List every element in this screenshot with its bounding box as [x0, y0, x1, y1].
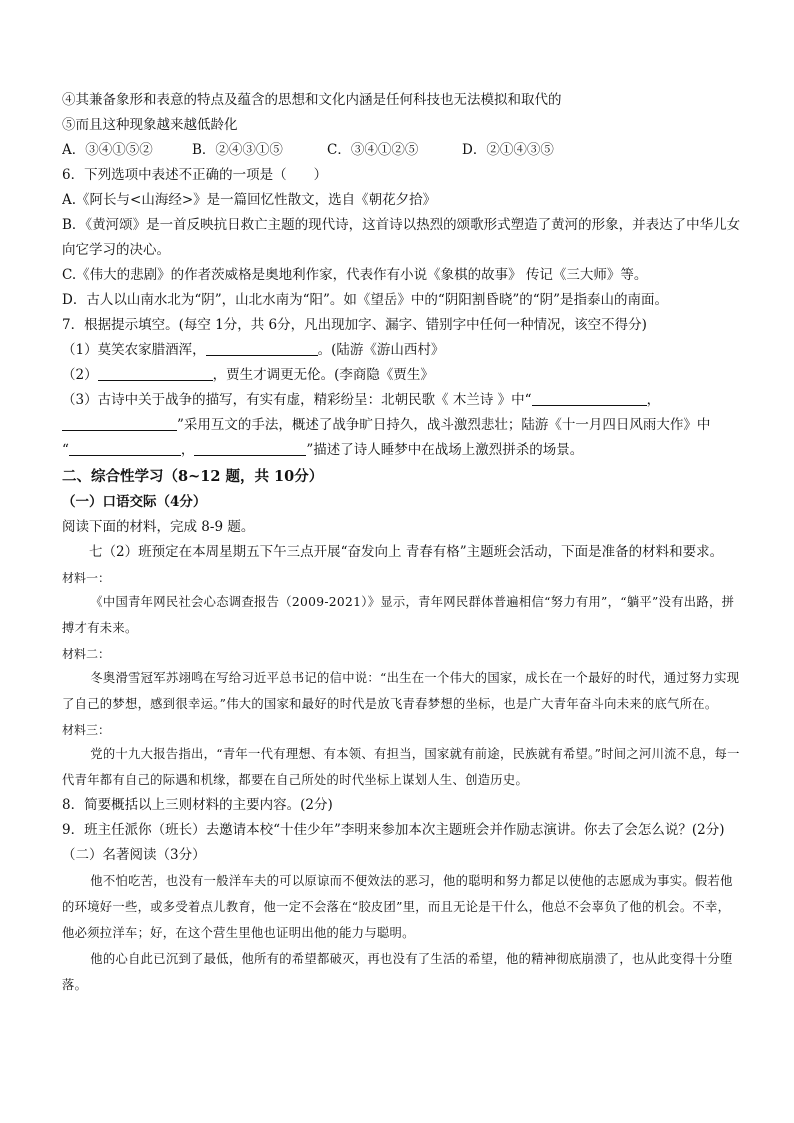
q7-blank-2[interactable] [98, 364, 213, 381]
q7-stem: 7．根据提示填空。(每空 1分，共 6分，凡出现加字、漏字、错别字中任何一种情况，该空不得分) [62, 317, 647, 333]
item-5: ⑤而且这种现象越来越低龄化 [62, 117, 238, 133]
material-2-text: 冬奥滑雪冠军苏翊鸣在写给习近平总书记的信中说：“出生在一个伟大的国家，成长在一个最好的时代，通过努力实现了自己的梦想，感到很幸运。”伟大的国家和最好的时代是放飞青春梦想的坐标，也是广大青年奋斗向未来的底气所在。 [62, 671, 740, 711]
reading-paragraph-2: 他的心自此已沉到了最低，他所有的希望都破灭，再也没有了生活的希望，他的精神彻底崩溃了，也从此变得十分堕落。 [62, 952, 733, 992]
q7-sub1 [62, 338, 742, 363]
material-1-text: 《中国青年网民社会心态调查报告（2009-2021）》显示，青年网民群体普遍相信“努力有用”，“躺平”没有出路，拼搏才有未来。 [62, 595, 735, 635]
q7-sub3-line3 [62, 438, 742, 463]
reading-paragraph-1: 他不怕吃苦，也没有一般洋车夫的可以原谅而不便效法的恶习，他的聪明和努力都足以使他的志愿成为事实。假若他的环境好一些，或多受着点儿教育，他一定不会落在“胶皮团”里，而且无论是干什么，他总不会辜负了他的机会。不幸，他必须拉洋车；好，在这个营生里他也证明出他的能力与聪明。 [62, 874, 733, 940]
q5-options [62, 138, 742, 163]
q5-option-a[interactable]: A．③④①⑤② [62, 142, 153, 158]
q7-sub2-prefix: （2） [62, 367, 98, 383]
q5-option-d[interactable]: D．②①④③⑤ [462, 142, 554, 158]
q7-sub3-line1 [62, 388, 742, 413]
q7-sub3-line2 [62, 413, 742, 438]
question-9: 9．班主任派你（班长）去邀请本校“十佳少年”李明来参加本次主题班会并作励志演讲。你去了会怎么说？(2分) [62, 822, 725, 838]
q7-sub3-text-b: ， [646, 392, 661, 408]
q7-sub2 [62, 363, 742, 388]
q7-sub1-suffix: 。(陆游《游山西村》 [317, 342, 445, 358]
q6-option-a[interactable]: A.《阿长与<山海经>》是一篇回忆性散文，选自《朝花夕拾》 [62, 192, 437, 208]
q7-sub3-text-a: （3）古诗中关于战争的描写，有实有虚，精彩纷呈：北朝民歌《 木兰诗 》中“ [62, 392, 532, 408]
q7-sub1-prefix: （1）莫笑农家腊酒浑， [62, 342, 206, 358]
q6-option-d[interactable]: D．古人以山南水北为“阴”，山北水南为“阳”。如《望岳》中的“阴阳割昏晓”的“阴”是指泰山的南面。 [62, 292, 669, 308]
q7-blank-4[interactable] [62, 414, 177, 431]
material-3-text: 党的十九大报告指出，“青年一代有理想、有本领、有担当，国家就有前途，民族就有希望。”时间之河川流不息，每一代青年都有自己的际遇和机缘，都要在自己所处的时代坐标上谋划人生、创造历史。 [62, 747, 740, 787]
q7-sub3-text-f: ”描述了诗人睡梦中在战场上激烈拼杀的场景。 [306, 442, 584, 458]
q7-blank-1[interactable] [206, 339, 318, 356]
q7-sub3-text-c: ”采用互文的手法，概述了战争旷日持久，战斗激烈悲壮；陆游《十一月四日风雨大作》中 [177, 417, 711, 433]
question-8: 8．简要概括以上三则材料的主要内容。(2分) [62, 797, 333, 813]
q7-sub3-text-e: ， [180, 442, 195, 458]
section-2-intro: 阅读下面的材料，完成 8-9 题。 [62, 519, 255, 535]
section-2-context: 七（2）班预定在本周星期五下午三点开展“奋发向上 青春有格”主题班会活动，下面是准备的材料和要求。 [89, 544, 724, 560]
q6-option-b[interactable]: B．《黄河颂》是一首反映抗日救亡主题的现代诗，这首诗以热烈的颂歌形式塑造了黄河的形象，并表达了中华儿女向它学习的决心。 [62, 217, 741, 258]
section-2-title: 二、综合性学习（8~12 题，共 10分） [62, 468, 324, 485]
q5-option-b[interactable]: B．②④③①⑤ [192, 142, 283, 158]
section-2-sub2-title: （二）名著阅读（3分） [62, 847, 206, 863]
material-2-label: 材料二： [62, 647, 111, 661]
q7-blank-3[interactable] [532, 389, 647, 406]
exam-page [62, 88, 742, 998]
q7-blank-5[interactable] [69, 439, 181, 456]
q7-sub3-text-d: “ [62, 442, 69, 458]
material-1-label: 材料一： [62, 571, 111, 585]
q6-option-c[interactable]: C.《伟大的悲剧》的作者茨威格是奥地利作家，代表作有小说《象棋的故事》 传记《三大师》等。 [62, 267, 648, 283]
q6-stem: 6．下列选项中表述不正确的一项是（ ） [62, 167, 328, 183]
q7-blank-6[interactable] [194, 439, 306, 456]
material-3-label: 材料三： [62, 723, 111, 737]
q7-sub2-suffix: ，贾生才调更无伦。(李商隐《贾生》 [212, 367, 434, 383]
q5-option-c[interactable]: C．③④①②⑤ [327, 142, 419, 158]
section-2-sub1-title: （一）口语交际（4分） [62, 494, 207, 510]
item-4: ④其兼备象形和表意的特点及蕴含的思想和文化内涵是任何科技也无法模拟和取代的 [62, 92, 562, 108]
